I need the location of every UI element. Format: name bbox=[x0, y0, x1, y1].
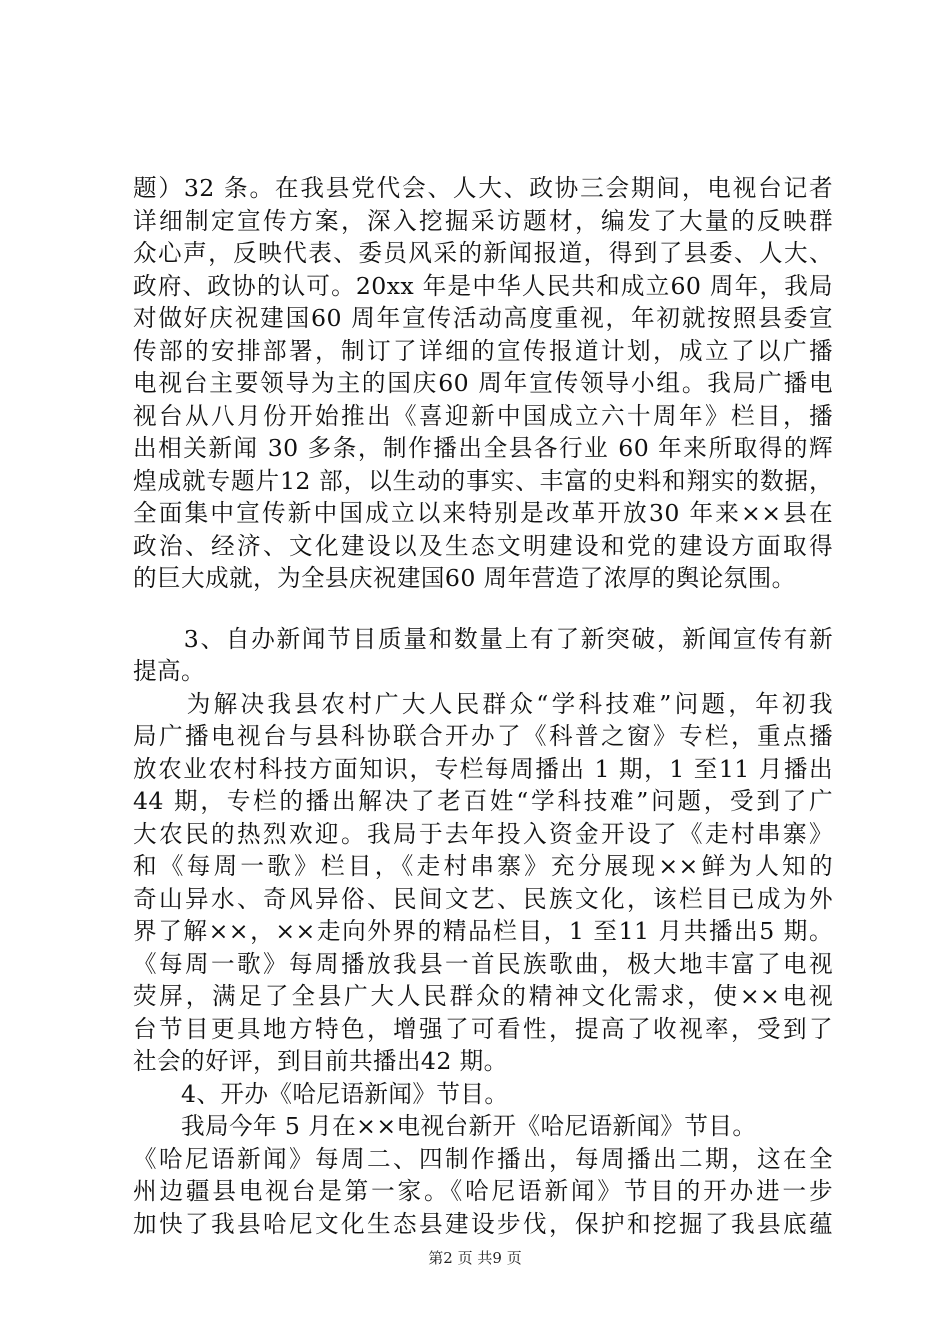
paragraph-science-column bbox=[133, 688, 833, 1078]
text-line: 界了解××，××走向外界的精品栏目，1 至11 月共播出5 期。 bbox=[133, 917, 833, 945]
text-line: 大农民的热烈欢迎。我局于去年投入资金开设了《走村串寨》 bbox=[133, 819, 833, 848]
text-line: 荧屏，满足了全县广大人民群众的精神文化需求，使××电视 bbox=[133, 982, 833, 1010]
text-line: 详细制定宣传方案，深入挖掘采访题材，编发了大量的反映群 bbox=[133, 206, 833, 235]
section-heading-4 bbox=[133, 1078, 833, 1111]
text-line: 和《每周一歌》栏目，《走村串寨》充分展现××鲜为人知的 bbox=[133, 852, 833, 880]
text-line: 出相关新闻 30 多条，制作播出全县各行业 60 年来所取得的辉 bbox=[133, 434, 833, 462]
text-line: 政治、经济、文化建设以及生态文明建设和党的建设方面取得 bbox=[133, 531, 833, 560]
paragraph-gap bbox=[133, 595, 833, 623]
text-line: 奇山异水、奇风异俗、民间文艺、民族文化，该栏目已成为外 bbox=[133, 884, 833, 913]
text-line: 题）32 条。在我县党代会、人大、政协三会期间，电视台记者 bbox=[133, 174, 833, 202]
text-line: 《每周一歌》每周播放我县一首民族歌曲，极大地丰富了电视 bbox=[133, 949, 833, 978]
text-line: 我局今年 5 月在××电视台新开《哈尼语新闻》节目。 bbox=[133, 1112, 757, 1140]
text-line: 视台从八月份开始推出《喜迎新中国成立六十周年》栏目，播 bbox=[133, 401, 833, 430]
heading-line: 提高。 bbox=[133, 657, 205, 685]
text-line: 州边疆县电视台是第一家。《哈尼语新闻》节目的开办进一步 bbox=[133, 1177, 833, 1205]
text-line: 为解决我县农村广大人民群众“学科技难”问题，年初我 bbox=[133, 689, 833, 718]
text-line: 的巨大成就，为全县庆祝建国60 周年营造了浓厚的舆论氛围。 bbox=[133, 564, 796, 592]
text-line: 煌成就专题片12 部，以生动的事实、丰富的史料和翔实的数据， bbox=[133, 466, 833, 495]
paragraph-publicity-60th bbox=[133, 172, 833, 595]
heading-line: 4、开办《哈尼语新闻》节目。 bbox=[133, 1079, 509, 1108]
paragraph-hani-news bbox=[133, 1110, 833, 1240]
text-line: 加快了我县哈尼文化生态县建设步伐，保护和挖掘了我县底蕴 bbox=[133, 1209, 833, 1238]
text-line: 对做好庆祝建国60 周年宣传活动高度重视，年初就按照县委宣 bbox=[133, 304, 833, 332]
page-footer: 第2 页 共9 页 bbox=[428, 1249, 522, 1267]
text-line: 众心声，反映代表、委员风采的新闻报道，得到了县委、人大、 bbox=[133, 239, 833, 267]
document-body bbox=[133, 172, 833, 1240]
text-line: 社会的好评，到目前共播出42 期。 bbox=[133, 1047, 508, 1075]
text-line: 传部的安排部署，制订了详细的宣传报道计划，成立了以广播 bbox=[133, 336, 833, 365]
text-line: 台节目更具地方特色，增强了可看性，提高了收视率，受到了 bbox=[133, 1014, 833, 1043]
text-line: 《哈尼语新闻》每周二、四制作播出，每周播出二期，这在全 bbox=[133, 1144, 833, 1173]
heading-line: 3、自办新闻节目质量和数量上有了新突破，新闻宣传有新 bbox=[133, 624, 833, 653]
text-line: 44 期，专栏的播出解决了老百姓“学科技难”问题，受到了广 bbox=[133, 787, 833, 815]
text-line: 局广播电视台与县科协联合开办了《科普之窗》专栏，重点播 bbox=[133, 722, 833, 750]
section-heading-3 bbox=[133, 623, 833, 688]
text-line: 全面集中宣传新中国成立以来特别是改革开放30 年来××县在 bbox=[133, 499, 833, 527]
text-line: 政府、政协的认可。20xx 年是中华人民共和成立60 周年，我局 bbox=[133, 271, 833, 300]
text-line: 放农业农村科技方面知识，专栏每周播出 1 期，1 至11 月播出 bbox=[133, 754, 833, 783]
text-line: 电视台主要领导为主的国庆60 周年宣传领导小组。我局广播电 bbox=[133, 369, 833, 397]
